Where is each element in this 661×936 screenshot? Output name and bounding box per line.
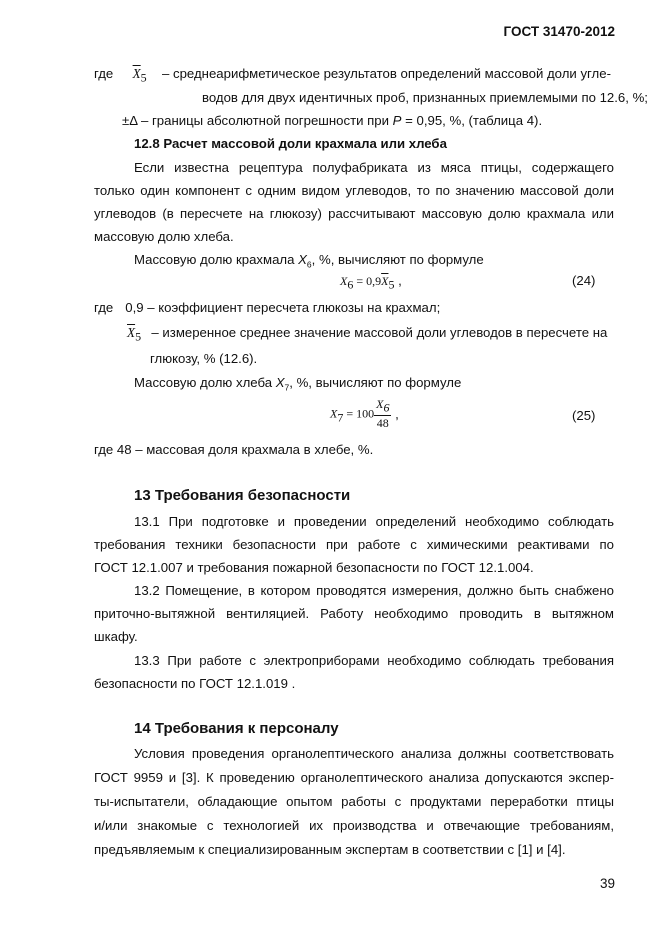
where2-text: 0,9 – коэффициент пересчета глюкозы на крахмал; — [125, 300, 441, 315]
f24-x5: $\overline{X}$ — [381, 274, 389, 288]
x5-subscript: 5 — [140, 70, 147, 85]
f24-lhs-sub: 6 — [347, 277, 354, 292]
para-12-8-line4: массовую долю хлеба. — [94, 229, 234, 244]
formula-25 — [330, 397, 399, 431]
where3-text: – измеренное среднее значение массовой доли углеводов в пересчете на — [151, 325, 608, 340]
delta-clause — [122, 113, 542, 128]
x7-symbol: X — [275, 375, 285, 390]
x5-symbol-2: $\overline{X}$ — [127, 325, 136, 340]
section-13-heading: 13 Требования безопасности — [134, 487, 351, 504]
f25-lhs: X — [330, 406, 338, 421]
para-13-2-line3: шкафу. — [94, 629, 138, 644]
intro-tail: , %, вычисляют по формуле — [311, 252, 484, 267]
delta-symbol: ±Δ — [122, 113, 138, 128]
para-14-line3: ты-испытатели, обладающие опытом работы с продуктами переработки птицы — [94, 794, 614, 809]
where1-text: – среднеарифметическое результатов определений массовой доли угле- — [162, 66, 611, 81]
page-number: 39 — [599, 876, 615, 891]
p-symbol: P — [392, 113, 402, 128]
para-13-1-line2: требования техники безопасности при работе с химическими реактивами по — [94, 537, 614, 552]
x5-subscript-2: 5 — [135, 329, 142, 344]
where-word: где — [94, 66, 114, 81]
where-clause-3 — [127, 325, 607, 345]
where-clause-2 — [94, 300, 440, 315]
section-12-8-heading: 12.8 Расчет массовой доли крахмала или хлеба — [134, 136, 447, 151]
f24-x5-sub: 5 — [388, 277, 395, 292]
where-clause-1 — [94, 66, 611, 86]
intro-text: Массовую долю хлеба — [134, 375, 276, 390]
para-13-1-line3: ГОСТ 12.1.007 и требования пожарной безопасности по ГОСТ 12.1.004. — [94, 560, 534, 575]
f25-coef: = 100 — [343, 406, 375, 421]
f25-denominator: 48 — [376, 416, 389, 431]
x5-symbol: $\overline{X}$ — [132, 66, 141, 81]
where-clause-4: где 48 – массовая доля крахмала в хлебе, %. — [94, 442, 374, 457]
formula-24 — [340, 273, 402, 293]
f25-fraction — [374, 397, 391, 431]
para-13-1-line1: 13.1 При подготовке и проведении определений необходимо соблюдать — [134, 514, 614, 529]
x6-symbol: X — [298, 252, 307, 267]
formula-25-number: (25) — [572, 408, 596, 423]
para-14-line4: и/или знакомые с технологией их производства и отвечающие требованиям, — [94, 818, 614, 833]
delta-tail: = 0,95, %, (таблица 4). — [401, 113, 543, 128]
para-12-8-line2: только один компонент с одним видом углеводов, то по значению массовой доли — [94, 183, 614, 198]
f24-comma: , — [394, 273, 402, 288]
x7-subscript: 7 — [284, 382, 290, 393]
x6-subscript: 6 — [306, 259, 312, 270]
f25-comma: , — [391, 406, 399, 422]
intro-tail: , %, вычисляют по формуле — [289, 375, 462, 390]
delta-text: – границы абсолютной погрешности при — [141, 113, 393, 128]
f25-numerator-sub: 6 — [383, 400, 390, 415]
section-14-heading: 14 Требования к персоналу — [134, 720, 339, 737]
para-13-2-line2: приточно-вытяжной вентиляцией. Работу необходимо проводить в вытяжном — [94, 606, 614, 621]
para-13-3-line1: 13.3 При работе с электроприборами необходимо соблюдать требования — [134, 653, 614, 668]
bread-formula-intro — [134, 375, 461, 393]
where1-continuation: водов для двух идентичных проб, признанных приемлемыми по 12.6, %; — [202, 90, 648, 105]
where-word: где — [94, 300, 114, 315]
para-13-3-line2: безопасности по ГОСТ 12.1.019 . — [94, 676, 296, 691]
para-12-8-line3: углеводов (в пересчете на глюкозу) рассчитывают массовую долю крахмала или — [94, 206, 614, 221]
para-14-line2: ГОСТ 9959 и [3]. К проведению органолептического анализа допускаются экспер- — [94, 770, 614, 785]
f25-numerator: X — [376, 397, 384, 411]
f24-coef: = 0,9 — [353, 274, 382, 288]
formula-24-number: (24) — [572, 273, 596, 288]
starch-formula-intro — [134, 252, 484, 270]
f24-lhs: X — [340, 274, 348, 288]
document-code: ГОСТ 31470-2012 — [503, 24, 615, 39]
where3-continuation: глюкозу, % (12.6). — [150, 351, 258, 366]
para-12-8-line1: Если известна рецептура полуфабриката из мяса птицы, содержащего — [134, 160, 614, 175]
intro-text: Массовую долю крахмала — [134, 252, 299, 267]
f25-lhs-sub: 7 — [337, 410, 344, 425]
para-14-line1: Условия проведения органолептического анализа должны соответствовать — [134, 746, 614, 761]
para-13-2-line1: 13.2 Помещение, в котором проводятся измерения, должно быть снабжено — [134, 583, 614, 598]
para-14-line5: предъявляемым к специализированным экспертам в соответствии с [1] и [4]. — [94, 842, 566, 857]
